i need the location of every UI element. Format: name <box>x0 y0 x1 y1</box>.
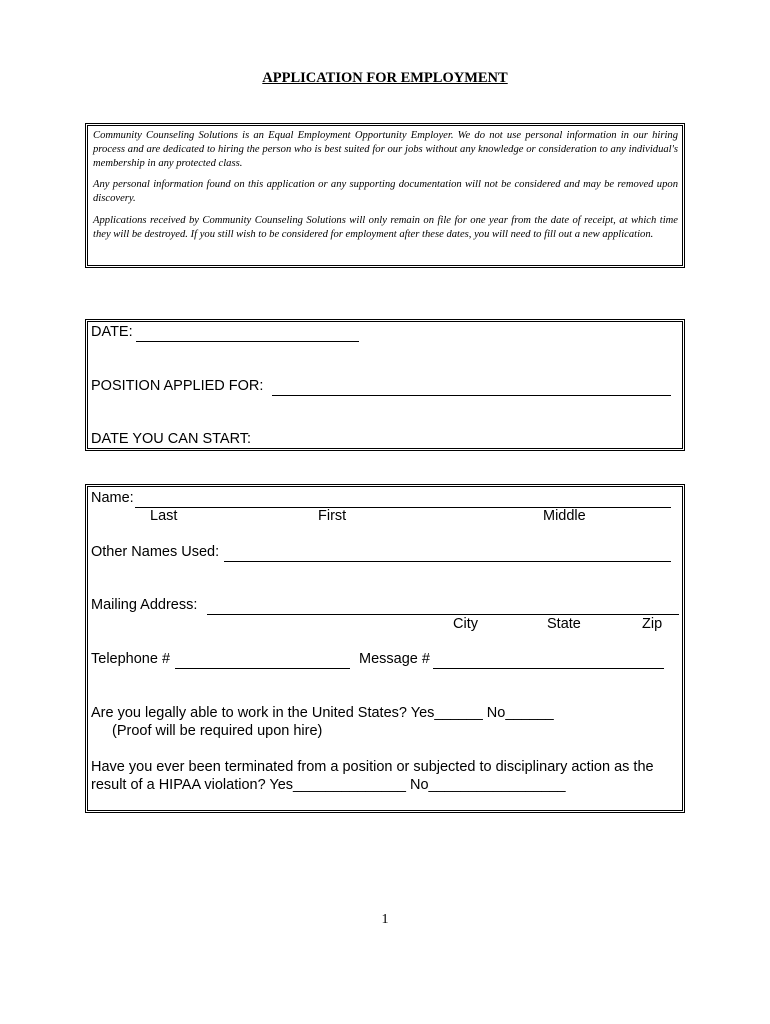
notice-paragraph-personal-info: Any personal information found on this application or any supporting documentation will not be considered and may be removed upon discovery. <box>93 179 678 205</box>
other-names-field[interactable] <box>224 561 671 562</box>
date-field[interactable] <box>136 341 359 342</box>
page-number: 1 <box>381 912 389 927</box>
zip-caption: Zip <box>642 616 663 632</box>
telephone-field[interactable] <box>175 668 350 669</box>
hipaa-question-line1: Have you ever been terminated from a position or subjected to disciplinary action as the <box>91 759 654 775</box>
mailing-address-label: Mailing Address: <box>91 597 198 613</box>
date-label: DATE: <box>91 324 133 340</box>
notice-paragraph-eeo: Community Counseling Solutions is an Equal Employment Opportunity Employer. We do not use personal information in our hiring process and are dedicated to hiring the person who is best suited for our jobs without any knowledge or consideration to any individual's membership in any protected class. <box>93 130 678 169</box>
legal-work-question[interactable]: Are you legally able to work in the United States? Yes______ No______ <box>91 705 554 721</box>
message-field[interactable] <box>433 668 664 669</box>
page-title: APPLICATION FOR EMPLOYMENT <box>262 70 508 86</box>
legal-work-note: (Proof will be required upon hire) <box>112 723 323 739</box>
telephone-label: Telephone # <box>91 651 171 667</box>
position-applied-field[interactable] <box>272 395 671 396</box>
message-label: Message # <box>359 651 430 667</box>
name-middle-caption: Middle <box>543 508 586 524</box>
start-date-field[interactable] <box>263 448 671 449</box>
position-section <box>85 319 685 451</box>
city-caption: City <box>453 616 478 632</box>
hipaa-question-line2[interactable]: result of a HIPAA violation? Yes______________ No_________________ <box>91 777 566 793</box>
state-caption: State <box>547 616 581 632</box>
other-names-label: Other Names Used: <box>91 544 220 560</box>
personal-info-section <box>85 484 685 813</box>
name-first-caption: First <box>318 508 347 524</box>
eeo-notice-box <box>85 123 685 268</box>
name-last-caption: Last <box>150 508 178 524</box>
notice-paragraph-retention: Applications received by Community Counseling Solutions will only remain on file for one year from the date of receipt, at which time they will be destroyed. If you still wish to be considered for employment after these dates, you will need to fill out a new application. <box>93 214 678 240</box>
name-field[interactable] <box>135 507 671 508</box>
start-date-label: DATE YOU CAN START: <box>91 431 252 447</box>
name-label: Name: <box>91 490 134 506</box>
position-applied-label: POSITION APPLIED FOR: <box>91 378 264 394</box>
mailing-address-field[interactable] <box>207 614 679 615</box>
